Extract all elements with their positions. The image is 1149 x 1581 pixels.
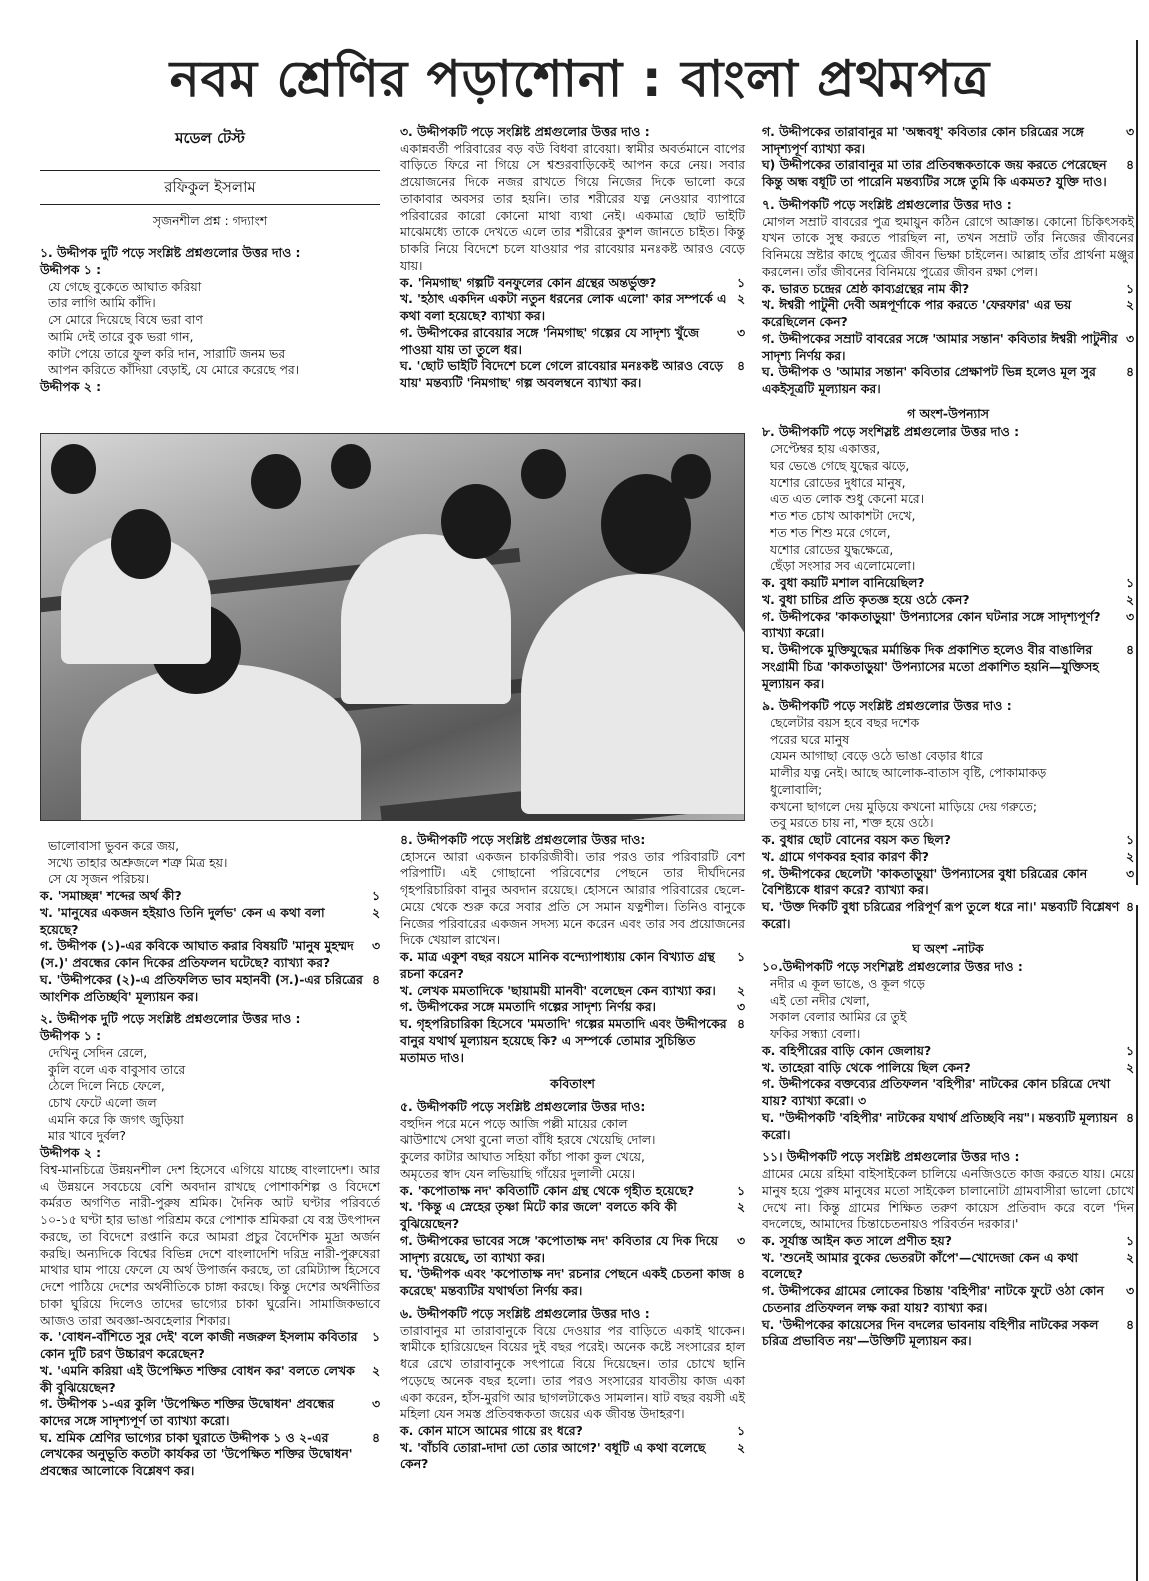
poem-line: ঘর ভেঙে গেছে যুদ্ধের ঝড়ে, (770, 457, 910, 473)
question-item (400, 1440, 745, 1473)
poem-line: সে যে সৃজন পরিচয়। (48, 871, 150, 887)
question-mark: ২ (1125, 848, 1134, 864)
stimulus-text: মোগল সম্রাট বাবরের পুত্র হুমায়ুন কঠিন রোগে আক্রান্ত। কোনো চিকিৎসকই যখন তাকে সুস্থ করতে পারছিল না, তখন সম্রাট তাঁর নিজের জীবনের বিনিময়ে স্রষ্টার কাছে পুত্রের জীবন ভিক্ষা চাইলেন। আল্লাহ তাঁর প্রার্থনা মঞ্জুর করলেন। তাঁর জীবনের বিনিময়ে পুত্রের জীবন রক্ষা পেল। (762, 213, 1134, 279)
poem-line: যে গেছে বুকেতে আঘাত করিয়া (48, 278, 202, 294)
stimulus-poem (40, 1045, 380, 1145)
question-mark: ৪ (736, 358, 745, 374)
question-item (762, 1233, 1134, 1250)
poem-line: এই তো নদীর খেলা, (770, 992, 870, 1008)
section-heading: কবিতাংশ (550, 1076, 595, 1092)
question-item (762, 1076, 1134, 1109)
question-item-text: গ. উদ্দীপকের ছেলেটা 'কাকতাড়ুয়া' উপন্যাসের বুধা চরিত্রের কোন বৈশিষ্ট্যকে ধারণ করে? ব্যাখ্যা কর। (762, 865, 1088, 898)
question-item-text: খ. 'কিন্তু এ স্নেহের তৃষ্ণা মিটে কার জলে' বলতে কবি কী বুঝিয়েছেন? (400, 1199, 677, 1232)
stimulus-text: বিশ্ব-মানচিত্রে উন্নয়নশীল দেশ হিসেবে এগিয়ে যাচ্ছে বাংলাদেশ। আর এ উন্নয়নে সবচেয়ে বেশি অবদান রাখছে পোশাকশিল্প ও বিদেশে কর্মরত অগণিত নারী-পুরুষ শ্রমিক। দৈনিক আট ঘণ্টার পরিবর্তে ১০-১৫ ঘণ্টা হার ভাঙা পরিশ্রম করে পোশাক শ্রমিকরা যে বস্ত্র উৎপাদন করছে, তা বিদেশে রপ্তানি করে আমরা প্রচুর বৈদেশিক মুদ্রা অর্জন করছি। অন্যদিকে বিশ্বের বিভিন্ন দেশে বাংলাদেশি দরিদ্র নারী-পুরুষেরা মাথার ঘাম পায়ে ফেলে যে অর্থ উপার্জন করছে, তা রেমিট্যান্স হিসেবে দেশে পাঠিয়ে দেশের অর্থনীতিকে চাঙ্গা করছে। কিন্তু দেশের অর্থনীতির চাকা ঘুরিয়ে দিলেও তাদের ভাগ্যের চাকা ঘুরেনি। সামাজিকভাবে আজও তারা অবজ্ঞা-অবহেলার শিকার। (40, 1161, 381, 1328)
question-mark: ২ (736, 291, 745, 307)
poem-line: শত শত চোখ আকাশটা দেখে, (770, 508, 916, 524)
question-mark: ২ (1125, 1059, 1134, 1075)
poem-line: ফকির সন্ধ্যা বেলা। (770, 1026, 861, 1042)
poem-line: কখনো ছাগলে দেয় মুড়িয়ে কখনো মাড়িয়ে দেয় গরুতে; (770, 798, 1037, 814)
question-title: ৬. উদ্দীপকটি পড়ে সংশ্লিষ্ট প্রশ্নগুলোর উত্তর দাও : (400, 1305, 650, 1321)
question-title: ৭. উদ্দীপকটি পড়ে সংশ্লিষ্ট প্রশ্নগুলোর উত্তর দাও : (762, 196, 1012, 212)
question-item (762, 592, 1134, 609)
question-item-text: ক. বুধা কয়টি মশাল বানিয়েছিল? (762, 575, 925, 591)
stimulus-label: উদ্দীপক ১ : (40, 261, 102, 277)
poem-line: যেমন আগাছা বেড়ে ওঠে ভাঙা বেড়ার ধারে (770, 748, 983, 764)
question-mark: ৩ (1125, 1283, 1134, 1299)
question-item (762, 1110, 1134, 1143)
stimulus-poem (762, 441, 1134, 575)
question-mark: ২ (1125, 591, 1134, 607)
question-item (40, 1329, 380, 1362)
question-item-text: খ. তাহেরা বাড়ি থেকে পালিয়ে ছিল কেন? (762, 1059, 971, 1075)
question-item (400, 999, 745, 1016)
poem-line: এমনি করে কি জগৎ জুড়িয়া (48, 1111, 184, 1127)
question-item-text: গ. উদ্দীপকের 'কাকতাড়ুয়া' উপন্যাসের কোন ঘটনার সঙ্গে সাদৃশ্যপূর্ণ? ব্যাখ্যা করো। (762, 608, 1101, 641)
question-item-text: ক. ভারত চন্দ্রের শ্রেষ্ঠ কাব্যগ্রন্থের নাম কী? (762, 280, 970, 296)
question-item-text: ঘ. উদ্দীপকে মুক্তিযুদ্ধের মর্মান্তিক দিক প্রকাশিত হলেও বীর বাঙালির সংগ্রামী চিত্র 'কাকতাড়ুয়া' উপন্যাসের মতো প্রকাশিত হয়নি—যুক্তিসহ মূল্যায়ন কর। (762, 642, 1099, 691)
question-mark: ৪ (1125, 899, 1134, 915)
question-item-text: ক. মাত্র একুশ বছর বয়সে মানিক বন্দ্যোপাধ্যায় কোন বিখ্যাত গ্রন্থ রচনা করেন? (400, 949, 715, 981)
poem-line: যশোর রোডের দুধারে মানুষ, (770, 474, 906, 490)
question-item (762, 866, 1134, 899)
question-mark: ৪ (736, 1016, 745, 1032)
column-1-top (40, 128, 380, 396)
poem-line: মার খাবে দুর্বল? (48, 1128, 126, 1144)
question-items (40, 888, 380, 1005)
author: রফিকুল ইসলাম (164, 178, 256, 197)
question-item-text: গ. উদ্দীপকের সম্রাট বাবরের সঙ্গে 'আমার সন্তান' কবিতার ঈশ্বরী পাটুনীর সাদৃশ্য নির্ণয় কর। (762, 330, 1118, 363)
question-item-text: ঘ. 'উদ্দীপক এবং 'কপোতাক্ষ নদ' রচনার পেছনে একই চেতনা কাজ করেছে' মন্তব্যটির যথার্থতা নির্ণয় কর। (400, 1266, 731, 1299)
question-item-text: ক. কোন মাসে আমের গায়ে রং ধরে? (400, 1422, 583, 1438)
question-mark: ৩ (1125, 608, 1134, 624)
question-title: ১১। উদ্দীপকটি পড়ে সংশ্লিষ্ট প্রশ্নগুলোর উত্তর দাও : (762, 1149, 1020, 1165)
question-mark: ১ (736, 1422, 745, 1438)
page-title: নবম শ্রেণির পড়াশোনা : বাংলা প্রথমপত্র (169, 50, 991, 108)
question-item-text: ঘ. "উদ্দীপকটি 'বহিপীর' নাটকের যথার্থ প্রতিচ্ছবি নয়"। মন্তব্যটি মূল্যায়ন করো। (762, 1109, 1118, 1142)
right-border-lower (1136, 905, 1138, 1581)
stimulus-text: হোসনে আরা একজন চাকরিজীবী। তার পরও তার পরিবারটি বেশ পরিপাটি। এই গোছানো পরিবেশের পেছনে তার দীর্ঘদিনের গৃহপরিচারিকা বানুর অবদান রয়েছে। হোসনে আরার পরিবারের ছেলে-মেয়ে থেকে শুরু করে সবার প্রতি সে সমান যত্নশীল। তিনিও বানুকে নিজের পরিবারের একজন সদস্য মনে করেন এবং তার সব প্রয়োজনের দিকে খেয়াল রাখেন। (400, 848, 745, 948)
column-3 (762, 124, 1134, 1350)
exam-hall-photo (40, 433, 745, 821)
question-items (762, 281, 1134, 398)
question-item-text: খ. 'শুনেই আমার বুকের ভেতরটা কাঁপে'—খোদেজা কেন এ কথা বলেছে? (762, 1249, 1079, 1282)
divider (40, 204, 380, 205)
question-item-text: ঘ. শ্রমিক শ্রেণির ভাগ্যের চাকা ঘুরাতে উদ্দীপক ১ ও ২-এর লেখকের অনুভূতি কতটা কার্যকর তা 'উপেক্ষিত শক্তির উদ্বোধন' প্রবন্ধের আলোকে বিশ্লেষণ কর। (40, 1429, 353, 1479)
question-item (762, 157, 1134, 190)
poem-line: আপন করিতে কাঁদিয়া বেড়াই, যে মোরে করেছে পর। (48, 362, 300, 378)
poem-line: সেপ্টেম্বর হায় একাত্তর, (770, 441, 881, 457)
question-items (400, 1423, 745, 1473)
question-item-text: গ. উদ্দীপক ১-এর কুলি 'উপেক্ষিত শক্তির উদ্বোধন' প্রবন্ধের কাদের সঙ্গে সাদৃশ্যপূর্ণ তা ব্যাখ্যা করো। (40, 1396, 335, 1428)
question-item-text: খ. 'এমনি করিয়া এই উপেক্ষিত শক্তির বোধন কর' বলতে লেখক কী বুঝিয়েছেন? (40, 1362, 355, 1395)
question-mark: ৪ (1125, 364, 1134, 380)
question-item-text: গ. উদ্দীপকের ভাবের সঙ্গে 'কপোতাক্ষ নদ' কবিতার যে দিক দিয়ে সাদৃশ্য রয়েছে, তা ব্যাখ্যা কর। (400, 1232, 718, 1265)
poem-line: ধুলোবালি; (770, 781, 823, 797)
question-items (400, 1183, 745, 1300)
question-item-text: গ. উদ্দীপকের বক্তব্যের প্রতিফলন 'বহিপীর' নাটকের কোন চরিত্রে দেখা যায়? ব্যাখ্যা করো। ৩ (762, 1076, 1111, 1109)
question-item (400, 325, 745, 358)
question-mark: ২ (736, 982, 745, 998)
question-item-text: ঘ. 'উক্ত দিকটি বুধা চরিত্রের পরিপূর্ণ রূপ তুলে ধরে না।' মন্তব্যটি বিশ্লেষণ করো। (762, 899, 1120, 931)
question-item-text: ঘ. গৃহপরিচারিকা হিসেবে 'মমতাদি' গল্পের মমতাদি এবং উদ্দীপকের বানুর যথার্থ মূল্যায়ন হয়েছে কি? এ সম্পর্কে তোমার সুচিন্তিত মতামত দাও। (400, 1016, 727, 1065)
section-heading: মডেল টেস্ট (175, 129, 245, 147)
question-item (40, 1430, 380, 1480)
question-item (762, 1043, 1134, 1060)
stimulus-poem (762, 715, 1134, 832)
question-item-text: খ. ঈশ্বরী পাটুনী দেবী অন্নপূর্ণাকে পার করতে 'ফেরফার' এর ভয় করেছিলেন কেন? (762, 297, 1072, 330)
question-item (400, 1016, 745, 1066)
question-item-text: খ. বুধা চাচির প্রতি কৃতজ্ঞ হয়ে ওঠে কেন? (762, 591, 970, 607)
poem-line: এত এত লোক শুধু কেনো মরে। (770, 491, 925, 507)
question-item (400, 949, 745, 982)
question-item-text: ঘ) উদ্দীপকের তারাবানুর মা তার প্রতিবন্ধকতাকে জয় করতে পেরেছেন কিন্তু অন্ধ বধূটি তা পারেনি মন্তব্যটির সঙ্গে তুমি কি একমত? যুক্তি দাও। (762, 157, 1107, 190)
question-mark: ২ (736, 1439, 745, 1455)
question-items (762, 575, 1134, 692)
question-item (400, 1183, 745, 1200)
question-mark: ১ (371, 888, 380, 904)
question-title: ৪. উদ্দীপকটি পড়ে সংশ্লিষ্ট প্রশ্নগুলোর উত্তর দাও: (400, 832, 646, 847)
question-mark: ৩ (736, 999, 745, 1015)
poem-line: তার লাগি আমি কাঁদি। (48, 295, 156, 311)
poem-line: কুলি বলে এক বাবুসাব তারে (48, 1061, 186, 1077)
question-item (400, 983, 745, 1000)
poem-line: নদীর এ কূল ভাঙে, ও কূল গড়ে (770, 975, 926, 991)
question-mark: ৪ (371, 1429, 380, 1445)
question-item-text: খ. গ্রামে গণকবর হবার কারণ কী? (762, 848, 929, 864)
question-mark: ৪ (1125, 157, 1134, 173)
poem-line: ঠেলে দিলে নিচে ফেলে, (48, 1078, 165, 1094)
divider (40, 170, 380, 171)
question-item (762, 1283, 1134, 1316)
question-mark: ৩ (1125, 124, 1134, 139)
question-item-text: খ. 'হঠাৎ একদিন একটা নতুন ধরনের লোক এলো' কার সম্পর্কে এ কথা বলা হয়েছে? ব্যাখ্যা কর। (400, 291, 727, 324)
question-item (762, 849, 1134, 866)
question-mark: ১ (736, 1182, 745, 1198)
poem-line: ঝাউশাখে সেথা বুনো লতা বাঁধি হরষে খেয়েছি দোল। (400, 1132, 656, 1148)
question-items (762, 1233, 1134, 1350)
poem-line: অমৃতের স্বাদ যেন লভিয়াছি গাঁয়ের দুলালী মেয়ে। (400, 1165, 636, 1181)
question-mark: ২ (1125, 297, 1134, 313)
question-items (762, 124, 1134, 191)
question-item (40, 888, 380, 905)
column-2-bottom (400, 832, 745, 1473)
question-title: ১. উদ্দীপক দুটি পড়ে সংশ্লিষ্ট প্রশ্নগুলোর উত্তর দাও : (40, 245, 301, 261)
question-item-text: ক. 'কপোতাক্ষ নদ' কবিতাটি কোন গ্রন্থ থেকে গৃহীত হয়েছে? (400, 1182, 695, 1198)
stimulus-text: তারাবানুর মা তারাবানুকে বিয়ে দেওয়ার পর বাড়িতে একাই থাকেন। স্বামীকে হারিয়েছেন বিয়ের দুই বছর পরেই। অনেক কষ্টে সংসারের হাল ধরে রেখে তারাবানুকে সৎপাত্রে বিয়ে দিয়েছেন। তার চোখে ছানি পড়েছে অনেক বছর হলো। তার পরও সংসারের যাবতীয় কাজ একা একা করেন, হাঁস-মুরগি আর ছাগলটাকেও সামলান। ষাট বছর বয়সী এই মহিলা যেন সমস্ত প্রতিবন্ধকতা জয়ের এক জীবন্ত উদাহরণ। (400, 1322, 745, 1422)
question-mark: ৩ (371, 1396, 380, 1412)
right-border (1136, 40, 1138, 885)
stimulus-poem (762, 976, 1134, 1043)
question-item-text: খ. 'মানুষের একজন হইয়াও তিনি দুর্লভ' কেন এ কথা বলা হয়েছে? (40, 904, 325, 937)
question-items (762, 1043, 1134, 1143)
question-item (40, 972, 380, 1005)
question-item-text: খ. লেখক মমতাদিকে 'ছায়াময়ী মানবী' বলেছেন কেন ব্যাখ্যা কর। (400, 982, 716, 998)
question-item (400, 358, 745, 391)
question-mark: ২ (371, 1362, 380, 1378)
question-title: ৮. উদ্দীপকটি পড়ে সংশিস্লষ্ট প্রশ্নগুলোর উত্তর দাও : (762, 424, 1020, 440)
poem-line: আমি দেই তারে বুক ভরা গান, (48, 328, 194, 344)
section-heading: ঘ অংশ -নাটক (912, 940, 984, 956)
stimulus-label: উদ্দীপক ২ : (40, 1145, 102, 1161)
question-item-text: ক. 'বোধন-বাঁশিতে সুর দেই' বলে কাজী নজরুল ইসলাম কবিতার কোন দুটি চরণ উচ্চারণ করেছেন? (40, 1329, 358, 1362)
section-heading: গ অংশ-উপন্যাস (907, 405, 989, 421)
question-mark: ১ (736, 949, 745, 965)
stimulus-poem (40, 838, 380, 888)
stimulus-text: একান্নবর্তী পরিবারের বড় বউ বিধবা রাবেয়া। স্বামীর অবর্তমানে বাপের বাড়িতে ফিরে না গিয়ে সে শ্বশুরবাড়িকেই আপন করে নেয়। সবার প্রয়োজনের দিকে নজর রাখতে গিয়ে নিজের দিকে ভালো করে তাকাবার অবসর তার হয়নি। তার শরীরের যত্ন নেওয়ার ব্যাপারে পরিবারের কারো কোনো মাথা ব্যথা নেই। একমাত্র ছোট ভাইটি মাঝেমধ্যে তাকে দেখতে এলে তার শরীরের কুশল জানতে চাইত। কিন্তু চাকরি নিয়ে বিদেশে চলে যাওয়ার পর রাবেয়ার মনঃকষ্ট আরও বেড়ে যায়। (400, 140, 745, 273)
question-item-text: ক. সূর্যাস্ত আইন কত সালে প্রণীত হয়? (762, 1233, 952, 1248)
question-item (762, 297, 1134, 330)
poem-line: ভালোবাসা ভুবন করে জয়, (48, 838, 180, 853)
question-item (762, 281, 1134, 298)
question-title: ৩. উদ্দীপকটি পড়ে সংশ্লিষ্ট প্রশ্নগুলোর উত্তর দাও : (400, 124, 650, 139)
poem-line: মালীর যত্ন নেই। আছে আলোক-বাতাস বৃষ্টি, পোকামাকড় (770, 765, 1047, 781)
question-item (762, 331, 1134, 364)
question-item-text: গ. উদ্দীপক (১)-এর কবিকে আঘাত করার বিষয়টি 'মানুষ মুহম্মদ (স.)' প্রবন্ধের কোন দিকের প্রতিফলন ঘটেছে? ব্যাখ্যা কর? (40, 938, 354, 971)
question-item-text: গ. উদ্দীপকের সঙ্গে মমতাদি গল্পের সাদৃশ্য নির্ণয় কর। (400, 999, 656, 1015)
question-item (400, 275, 745, 292)
question-item-text: গ. উদ্দীপকের গ্রামের লোকের চিন্তায় 'বহিপীর' নাটকে ফুটে ওঠা কোন চেতনার প্রতিফলন লক্ষ করা যায়? ব্যাখ্যা কর। (762, 1283, 1104, 1315)
stimulus-label: উদ্দীপক ১ : (40, 1028, 102, 1044)
question-items (400, 275, 745, 392)
poem-line: চোখ ফেটে এলো জল (48, 1095, 157, 1111)
poem-line: কাটা পেয়ে তারে ফুল করি দান, সারাটি জনম ভর (48, 345, 286, 361)
question-mark: ২ (736, 1199, 745, 1215)
question-mark: ১ (1125, 832, 1134, 848)
question-item (400, 1233, 745, 1266)
subsection: সৃজনশীল প্রশ্ন : গদ্যাংশ (152, 212, 268, 228)
poem-line: কুলের কাটার আঘাত সহিয়া কাঁচা পাকা কুল খেয়ে, (400, 1149, 645, 1165)
question-mark: ১ (1125, 280, 1134, 296)
poem-line: বহুদিন পরে মনে পড়ে আজি পল্লী মায়ের কোল (400, 1115, 628, 1131)
question-mark: ৩ (736, 324, 745, 340)
stimulus-poem (400, 1116, 745, 1183)
question-item (762, 1060, 1134, 1077)
question-item (762, 575, 1134, 592)
question-mark: ৪ (736, 1266, 745, 1282)
question-items (40, 1329, 380, 1480)
question-item (762, 609, 1134, 642)
poem-line: সকাল বেলার আমির রে তুই (770, 1009, 907, 1025)
question-mark: ১ (736, 274, 745, 290)
question-item-text: ক. বহিপীরের বাড়ি কোন জেলায়? (762, 1042, 932, 1058)
question-mark: ১ (371, 1329, 380, 1345)
poem-line: দেখিনু সেদিন রেলে, (48, 1044, 148, 1060)
question-title: ১০.উদ্দীপকটি পড়ে সংশিস্লষ্ট প্রশ্নগুলোর উত্তর দাও : (762, 959, 1023, 975)
column-2-top (400, 124, 745, 392)
question-item (762, 642, 1134, 692)
column-1-bottom (40, 838, 380, 1480)
question-mark: ৪ (1125, 1316, 1134, 1332)
question-mark: ৪ (1125, 1109, 1134, 1125)
question-item (40, 938, 380, 971)
question-mark: ১ (1125, 575, 1134, 591)
poem-line: ছেলেটার বয়স হবে বছর দশেক (770, 714, 920, 730)
question-mark: ১ (1125, 1042, 1134, 1058)
question-item (762, 124, 1134, 157)
question-item-text: ক. 'নিমগাছ' গল্পটি বনফুলের কোন গ্রন্থের অন্তর্ভুক্ত? (400, 274, 657, 290)
question-item-text: ঘ. 'ছোট ভাইটি বিদেশে চলে গেলে রাবেয়ার মনঃকষ্ট আরও বেড়ে যায়' মন্তব্যটি 'নিমগাছ' গল্প অবলম্বনে ব্যাখ্যা কর। (400, 358, 724, 391)
question-mark: ৪ (371, 971, 380, 987)
poem-line: তবু মরতে চায় না, শক্ত হয়ে ওঠে। (770, 815, 934, 831)
question-item (40, 1363, 380, 1396)
question-mark: ৩ (736, 1232, 745, 1248)
stimulus-text: গ্রামের মেয়ে রহিমা বাইসাইকেল চালিয়ে এনজিওতে কাজ করতে যায়। মেয়ে মানুষ হয়ে পুরুষ মানুষের মতো সাইকেল চালানোটা গ্রামবাসীরা ভালো চোখে দেখে না। কিন্তু গ্রামের শিক্ষিত তরুণ কায়েস প্রতিবাদ করে বলে 'দিন বদলেছে, আমাদের চিন্তাচেতনায়ও পরিবর্তন দরকার।' (762, 1166, 1134, 1232)
question-item (762, 364, 1134, 397)
question-item (400, 1423, 745, 1440)
question-item (762, 899, 1134, 932)
question-mark: ২ (371, 904, 380, 920)
poem-line: শত শত শিশু মরে গেলে, (770, 524, 891, 540)
question-mark: ৪ (1125, 642, 1134, 658)
question-item-text: গ. উদ্দীপকের তারাবানুর মা 'অন্ধবধূ' কবিতার কোন চরিত্রের সঙ্গে সাদৃশ্যপূর্ণ ব্যাখ্যা কর। (762, 124, 1084, 156)
question-item (40, 1396, 380, 1429)
question-mark: ৩ (1125, 865, 1134, 881)
stimulus-label: উদ্দীপক ২ : (40, 379, 102, 395)
poem-line: যশোর রোডের যুদ্ধক্ষেত্রে, (770, 541, 894, 557)
question-item-text: গ. উদ্দীপকের রাবেয়ার সঙ্গে 'নিমগাছ' গল্পের যে সাদৃশ্য খুঁজে পাওয়া যায় তা তুলে ধর। (400, 324, 699, 357)
question-item (400, 1266, 745, 1299)
question-item-text: ক. 'সমাচ্ছন্ন' শব্দের অর্থ কী? (40, 888, 182, 904)
question-item-text: ঘ. উদ্দীপক ও 'আমার সন্তান' কবিতার প্রেক্ষাপট ভিন্ন হলেও মূল সুর একইসূত্রটি মূল্যায়ন কর। (762, 364, 1096, 397)
stimulus-poem (40, 279, 380, 379)
question-item (40, 905, 380, 938)
question-item-text: খ. 'বাঁচবি তোরা-দাদা তো তোর আগে?' বধূটি এ কথা বলেছে কেন? (400, 1439, 706, 1472)
poem-line: সখ্যে তাহার অশ্রুজলে শত্রু মিত্র হয়। (48, 854, 228, 870)
question-item (400, 291, 745, 324)
question-items (762, 832, 1134, 932)
question-title: ২. উদ্দীপক দুটি পড়ে সংশ্লিষ্ট প্রশ্নগুলোর উত্তর দাও : (40, 1011, 301, 1027)
poem-line: ছেঁড়া সংসার সব এলোমেলো। (770, 558, 916, 574)
question-mark: ৩ (371, 938, 380, 954)
question-item (762, 1250, 1134, 1283)
question-title: ৫. উদ্দীপকটি পড়ে সংশ্লিষ্ট প্রশ্নগুলোর উত্তর দাও: (400, 1099, 646, 1115)
question-item-text: ঘ. 'উদ্দীপকের (২)-এ প্রতিফলিত ভাব মহানবী (স.)-এর চরিত্রের আংশিক প্রতিচ্ছবি' মূল্যায়ন কর। (40, 971, 363, 1004)
question-item (400, 1199, 745, 1232)
question-item (762, 832, 1134, 849)
question-item (762, 1317, 1134, 1350)
question-item-text: ঘ. 'উদ্দীপকের কায়েসের দিন বদলের ভাবনায় বহিপীর নাটকের সকল চরিত্র প্রভাবিত নয়'—উক্তিটি মূল্যায়ন কর। (762, 1316, 1099, 1349)
question-title: ৯. উদ্দীপকটি পড়ে সংশ্লিষ্ট প্রশ্নগুলোর উত্তর দাও : (762, 698, 1012, 714)
question-item-text: ক. বুধার ছোট বোনের বয়স কত ছিল? (762, 832, 951, 848)
question-mark: ১ (1125, 1233, 1134, 1248)
question-mark: ২ (1125, 1249, 1134, 1265)
poem-line: পরের ঘরে মানুষ (770, 731, 850, 747)
poem-line: সে মোরে দিয়েছে বিষে ভরা বাণ (48, 312, 203, 328)
question-items (400, 949, 745, 1066)
question-mark: ৩ (1125, 330, 1134, 346)
